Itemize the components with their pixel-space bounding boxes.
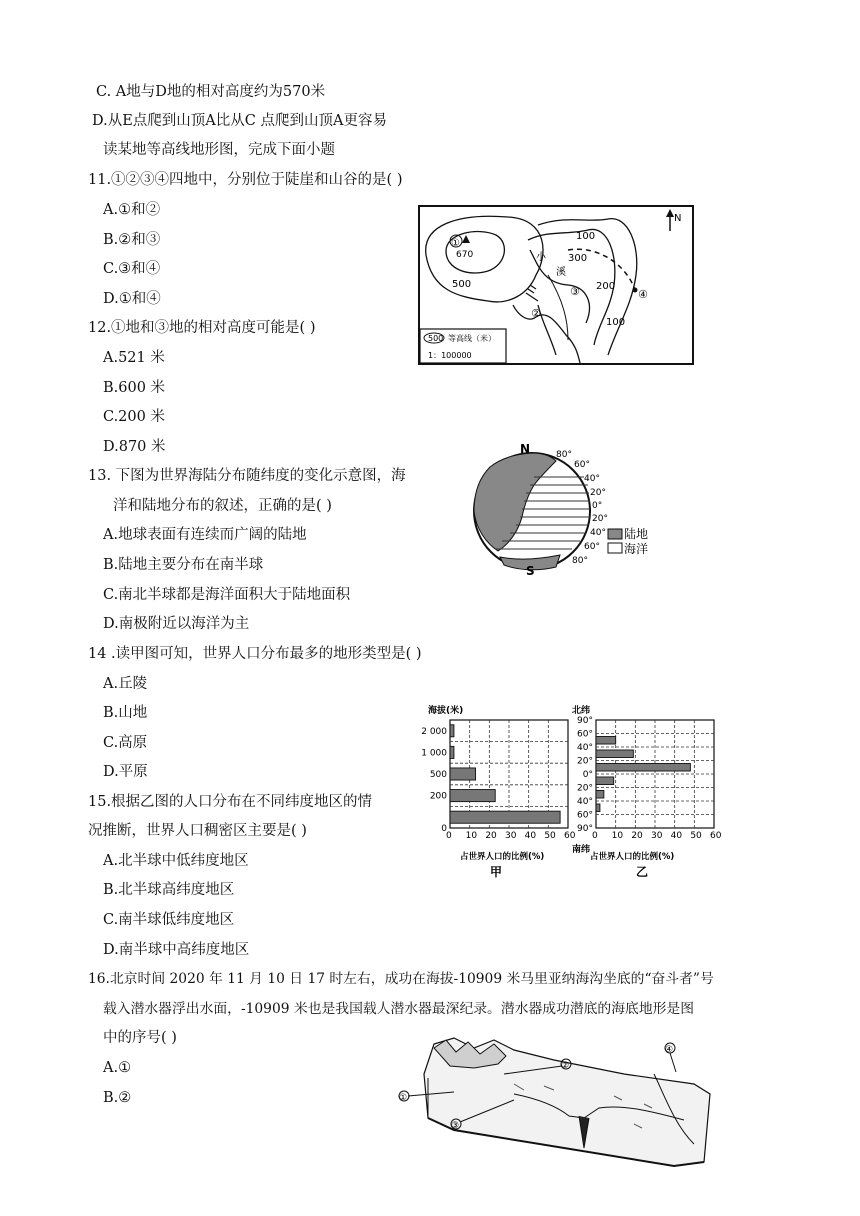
legend-ocean-swatch [608, 543, 622, 553]
seafloor-point-2: ② [561, 1061, 570, 1071]
chart-jia-x-tick: 40 [524, 831, 537, 841]
contour-label-300: 300 [568, 253, 588, 264]
q16-stem-line3: 中的序号( ) [103, 1030, 177, 1046]
chart-yi-y-tick: 20° [577, 783, 593, 794]
lat-label-60s: 60° [584, 542, 600, 552]
q13-option-a: A.地球表面有连续而广阔的陆地 [103, 527, 307, 543]
chart-yi-x-tick: 60 [710, 831, 722, 841]
chart-yi-x-tick: 50 [690, 831, 702, 841]
q12-option-d: D.870 米 [103, 439, 166, 455]
contour-label-100-top: 100 [576, 231, 596, 242]
seafloor-point-4: ④ [665, 1045, 674, 1055]
chart-jia-y-tick: 1 000 [421, 748, 447, 759]
chart-yi-bar [596, 777, 614, 785]
q13-option-d: D.南极附近以海洋为主 [103, 616, 250, 632]
point-2: ② [531, 307, 541, 320]
q16-option-a: A.① [103, 1060, 132, 1076]
chart-yi-y-tick: 40° [577, 797, 593, 807]
chart-yi-bar [596, 790, 604, 798]
globe-figure [460, 442, 670, 578]
chart-yi-ylabel-top: 北纬 [572, 706, 591, 716]
chart-yi-ylabel-bottom: 南纬 [572, 845, 591, 855]
lat-label-20n: 20° [590, 488, 606, 498]
q11-stem: 11.①②③④四地中，分别位于陡崖和山谷的是( ) [88, 172, 403, 188]
section-intro: 读某地等高线地形图，完成下面小题 [103, 142, 335, 158]
q16-stem-line1: 16.北京时间 2020 年 11 月 10 日 17 时左右，成功在海拔-10909 米马里亚纳海沟坐底的“奋斗者”号 [88, 971, 714, 987]
q15-option-a: A.北半球中低纬度地区 [103, 853, 249, 869]
q15-stem-line2: 况推断，世界人口稠密区主要是( ) [88, 823, 307, 839]
chart-jia-ylabel: 海拔(米) [428, 706, 464, 716]
legend-land-swatch [608, 529, 622, 539]
chart-yi-y-tick: 20° [577, 756, 593, 767]
contour-label-200: 200 [596, 281, 616, 292]
chart-yi-x-tick: 10 [611, 831, 624, 841]
q12-stem: 12.①地和③地的相对高度可能是( ) [88, 320, 316, 336]
chart-jia-bar [450, 746, 454, 758]
chart-jia-x-tick: 60 [564, 831, 576, 841]
q13-option-b: B.陆地主要分布在南半球 [103, 557, 264, 573]
chart-yi-x-tick: 20 [631, 831, 643, 841]
chart-yi-bar [596, 804, 600, 812]
chart-jia [421, 700, 576, 882]
legend-ocean: 海洋 [624, 542, 649, 556]
chart-jia-y-tick: 500 [429, 770, 447, 780]
lat-label-60n: 60° [574, 460, 590, 470]
lat-label-40s: 40° [590, 528, 606, 538]
chart-yi-title: 乙 [636, 865, 649, 879]
north-label: N [674, 213, 682, 224]
globe-south: S [526, 564, 535, 578]
chart-jia-x-tick: 10 [465, 831, 478, 841]
chart-yi-x-tick: 30 [651, 831, 663, 841]
point-3: ③ [570, 285, 580, 298]
chart-yi-y-tick: 90° [577, 716, 593, 726]
seafloor-point-3: ③ [451, 1121, 460, 1131]
q13-stem-line1: 13. 下图为世界海陆分布随纬度的变化示意图，海 [88, 468, 406, 484]
q14-option-c: C.高原 [103, 735, 148, 751]
chart-yi-y-tick: 40° [577, 743, 593, 753]
q13-stem-line2: 洋和陆地分布的叙述，正确的是( ) [113, 498, 332, 514]
q10-option-c: C. A地与D地的相对高度约为570米 [96, 84, 326, 100]
legend-value: 500 [428, 334, 444, 343]
chart-jia-bar [450, 811, 560, 823]
q14-option-b: B.山地 [103, 705, 148, 721]
lat-label-20s: 20° [592, 514, 608, 524]
q11-option-c: C.③和④ [103, 261, 161, 277]
q12-option-a: A.521 米 [103, 350, 165, 366]
chart-jia-x-tick: 30 [505, 831, 517, 841]
q12-option-b: B.600 米 [103, 380, 166, 396]
q15-stem-line1: 15.根据乙图的人口分布在不同纬度地区的情 [88, 794, 373, 810]
chart-yi-bar [596, 750, 633, 758]
scale-text: 1：100000 [428, 351, 472, 360]
seafloor-block-figure [394, 1034, 714, 1170]
q16-stem-line2: 载入潜水器浮出水面，-10909 米也是我国载人潜水器最深纪录。潜水器成功潜底的海底地形是图 [103, 1001, 695, 1017]
chart-jia-title: 甲 [490, 865, 503, 879]
q10-option-d: D.从E点爬到山顶A比从C 点爬到山顶A更容易 [92, 113, 387, 129]
chart-yi-y-tick: 90° [577, 824, 593, 834]
q14-option-d: D.平原 [103, 764, 148, 780]
lat-label-40n: 40° [584, 474, 600, 484]
point-1: ① [451, 238, 460, 249]
q16-option-b: B.② [103, 1090, 132, 1106]
legend-land: 陆地 [624, 527, 649, 541]
chart-jia-y-tick: 0 [441, 824, 447, 834]
seafloor-point-1: ① [399, 1093, 408, 1103]
chart-yi-y-tick: 60° [577, 810, 593, 821]
valley-char-1: 小 [536, 252, 546, 263]
q11-option-b: B.②和③ [103, 232, 161, 248]
lat-label-80n: 80° [556, 450, 572, 460]
chart-jia-bar [450, 790, 495, 802]
peak-elevation: 670 [456, 250, 474, 260]
chart-jia-y-tick: 2 000 [421, 726, 447, 737]
chart-yi-y-tick: 60° [577, 729, 593, 740]
globe-north: N [520, 442, 531, 456]
chart-jia-bar [450, 725, 454, 737]
point-4-dot [633, 288, 638, 293]
chart-yi-x-tick: 0 [592, 831, 598, 841]
point-4: ④ [638, 288, 648, 301]
q15-option-d: D.南半球中高纬度地区 [103, 942, 250, 958]
chart-jia-y-tick: 200 [429, 791, 447, 802]
q14-option-a: A.丘陵 [103, 676, 148, 692]
q11-option-d: D.①和④ [103, 291, 161, 307]
chart-yi [570, 700, 720, 882]
q13-option-c: C.南北半球都是海洋面积大于陆地面积 [103, 587, 351, 603]
q14-stem: 14 .读甲图可知，世界人口分布最多的地形类型是( ) [88, 646, 422, 662]
chart-yi-x-tick: 40 [670, 831, 683, 841]
valley-char-2: 溪 [556, 267, 566, 278]
legend-text: 等高线（米） [448, 334, 496, 343]
chart-jia-bar [450, 768, 476, 780]
chart-yi-y-tick: 0° [582, 770, 593, 780]
chart-yi-bar [596, 763, 690, 771]
chart-jia-x-tick: 20 [485, 831, 497, 841]
contour-map-figure [418, 205, 694, 365]
contour-label-500: 500 [452, 279, 472, 290]
q15-option-c: C.南半球低纬度地区 [103, 912, 235, 928]
q11-option-a: A.①和② [103, 202, 161, 218]
chart-yi-bar [596, 736, 616, 744]
contour-label-100-bottom: 100 [606, 317, 626, 328]
lat-label-80s: 80° [572, 556, 588, 566]
chart-yi-xlabel: 占世界人口的比例(%) [590, 852, 675, 862]
q15-option-b: B.北半球高纬度地区 [103, 882, 235, 898]
lat-label-0: 0° [592, 501, 603, 511]
chart-jia-xlabel: 占世界人口的比例(%) [460, 852, 545, 862]
chart-jia-x-tick: 0 [446, 831, 452, 841]
chart-jia-x-tick: 50 [544, 831, 556, 841]
q12-option-c: C.200 米 [103, 409, 165, 425]
